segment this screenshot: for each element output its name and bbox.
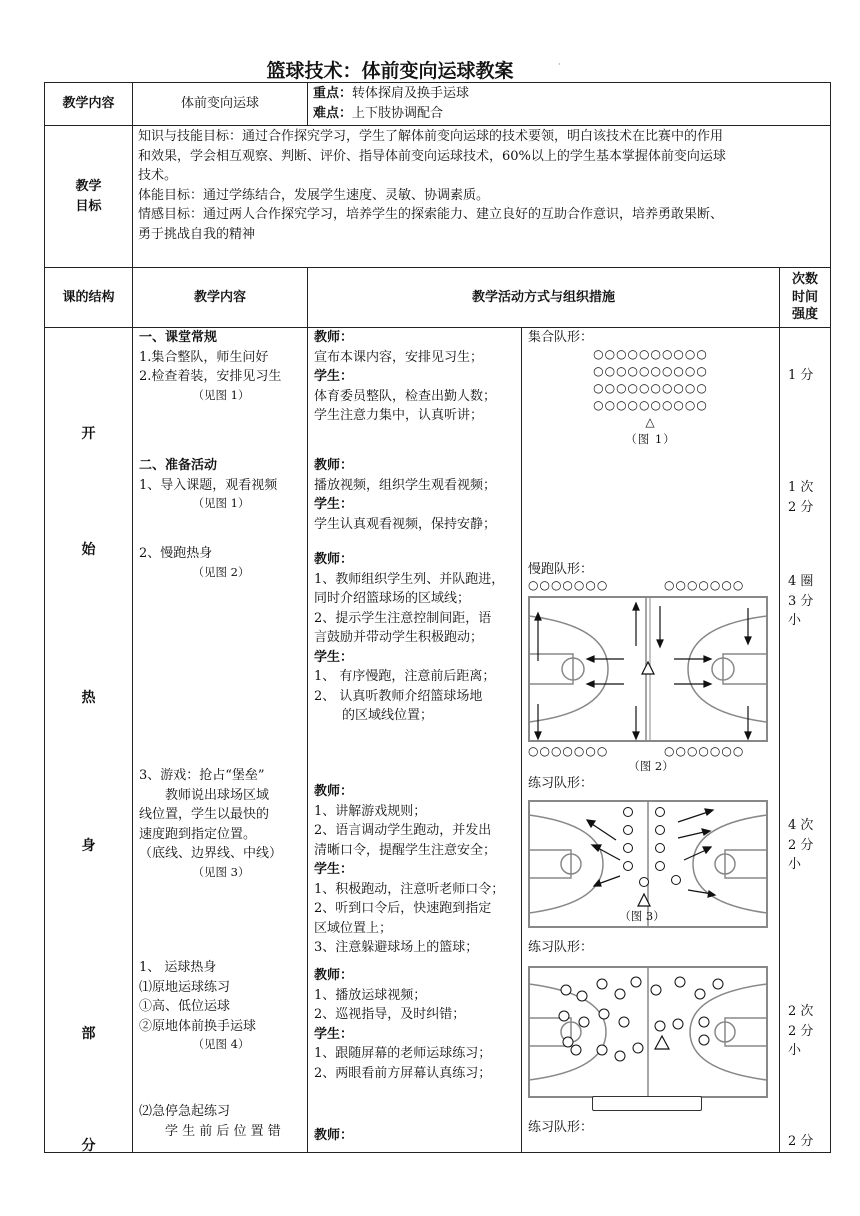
activity-line: 清晰口令，提醒学生注意安全； — [314, 842, 497, 858]
header-structure: 课的结构 — [45, 268, 133, 328]
formation-row: ○○○○○○○○○○ — [593, 364, 708, 378]
figure-ref: （见图 3） — [192, 864, 250, 879]
intensity-value — [788, 478, 826, 517]
goals-text — [133, 126, 831, 268]
activity-line: 2、提示学生注意控制间距，语 — [314, 610, 492, 626]
content-line: ⑵急停急起练习 — [139, 1104, 231, 1119]
figure-ref: （见图 1） — [192, 387, 250, 402]
formation-row: ○○○○○○○○○○ — [593, 398, 708, 412]
content-line: 2、慢跑热身 — [139, 546, 213, 561]
role-label: 教师： — [314, 330, 354, 345]
fig2-label: 慢跑队形： — [528, 562, 594, 577]
content-line: 1、导入课题，观看视频 — [139, 477, 278, 493]
activity-line: 2、语言调动学生跑动，并发出 — [314, 823, 492, 838]
court-diagram-4 — [528, 966, 768, 1098]
intensity-line: 2 分 — [788, 499, 814, 515]
fig2-caption: （图 2） — [628, 759, 674, 773]
activity-line: 体育委员整队，检查出勤人数； — [314, 388, 497, 404]
difficult-label: 难点： — [313, 105, 353, 121]
fig5-label: 练习队形： — [528, 1120, 594, 1135]
row-content — [45, 83, 831, 126]
activity-line: 区域位置上； — [314, 920, 393, 936]
content-line: ⑴原地运球练习 — [139, 979, 231, 995]
activity-line: 2、巡视指导，及时纠错； — [314, 1007, 466, 1022]
row-body — [45, 328, 831, 1153]
section-title: 二、准备活动 — [139, 458, 218, 473]
activity-column — [308, 328, 522, 1153]
intensity-value — [788, 816, 826, 875]
formation-row: ○○○○○○○○○○ — [593, 381, 708, 395]
stage-char: 始 — [81, 542, 96, 558]
activity-line: 学生认真观看视频，保持安静； — [314, 516, 497, 532]
fig2-row-right-bottom: ○○○○○○○ — [664, 744, 745, 758]
fig4-label: 练习队形： — [528, 940, 594, 955]
goal-line: 勇于挑战自我的精神 — [138, 226, 256, 242]
activity-block — [314, 456, 517, 534]
role-label: 教师： — [314, 552, 354, 567]
header-intensity-3: 强度 — [792, 307, 819, 323]
intensity-line: 1 次 — [788, 480, 814, 495]
role-label: 学生： — [314, 862, 354, 877]
role-label: 教师： — [314, 458, 354, 473]
content-line: 2.检查着装，安排见习生 — [139, 369, 282, 384]
content-column — [133, 328, 308, 1153]
label-content: 教学内容 — [45, 83, 133, 126]
role-label: 学生： — [314, 369, 354, 384]
content-value: 体前变向运球 — [133, 83, 308, 126]
header-content: 教学内容 — [133, 268, 308, 328]
intensity-value: 2 分 — [788, 1134, 814, 1149]
activity-line: 宣布本课内容，安排见习生； — [314, 349, 484, 365]
intensity-column — [780, 328, 831, 1153]
role-label: 学生： — [314, 1026, 354, 1042]
fig2-row-left-bottom: ○○○○○○○ — [528, 744, 609, 758]
fig1-caption: （图 1） — [625, 432, 676, 446]
stage-char: 开 — [81, 426, 96, 442]
intensity-line: 2 分 — [788, 1023, 814, 1039]
content-line: （底线、边界线、中线） — [139, 846, 283, 861]
row-header — [45, 268, 831, 328]
goal-line: 技术。 — [138, 168, 178, 183]
section-title: 一、课堂常规 — [139, 330, 218, 345]
goal-line: 和效果，学会相互观察、判断、评价、指导体前变向运球技术，60%以上的学生基本掌握体前变向运球 — [138, 148, 726, 164]
activity-block — [314, 782, 517, 958]
activity-line: 1、教师组织学生列、并队跑进， — [314, 571, 505, 587]
activity-line: 2、两眼看前方屏幕认真练习； — [314, 1065, 492, 1081]
teacher-triangle-icon: △ — [645, 415, 656, 429]
header-intensity-1: 次数 — [792, 272, 819, 288]
activity-line: 学生注意力集中，认真听讲； — [314, 408, 484, 423]
content-line: 速度跑到指定位置。 — [139, 826, 257, 842]
header-intensity-2: 时间 — [792, 289, 819, 305]
activity-line: 1、跟随屏幕的老师运球练习； — [314, 1046, 492, 1061]
goal-line: 体能目标：通过学练结合，发展学生速度、灵敏、协调素质。 — [138, 187, 490, 203]
activity-line: 同时介绍篮球场的区域线； — [314, 591, 471, 606]
fig2-row-right: ○○○○○○○ — [664, 578, 745, 592]
key-label: 重点： — [313, 86, 353, 101]
formation-row: ○○○○○○○○○○ — [593, 347, 708, 361]
key-difficult-cell — [308, 83, 831, 126]
label-goals-2: 目标 — [75, 198, 102, 214]
intensity-line: 4 圈 — [788, 574, 814, 589]
screen-box — [592, 1096, 702, 1111]
activity-block — [314, 550, 517, 726]
figure-ref: （见图 2） — [192, 564, 250, 579]
stage-column — [45, 328, 133, 1153]
content-line: 教师说出球场区域 — [165, 787, 270, 803]
role-label: 教师： — [314, 1128, 354, 1143]
intensity-value — [788, 1002, 826, 1061]
label-goals — [45, 126, 133, 268]
row-goals — [45, 126, 831, 268]
key-text: 转体探肩及换手运球 — [352, 86, 470, 101]
intensity-line: 小 — [788, 857, 802, 872]
activity-line: 播放视频，组织学生观看视频； — [314, 477, 497, 493]
intensity-line: 2 分 — [788, 837, 814, 853]
content-line: 3、游戏：抢占“堡垒” — [139, 768, 265, 783]
intensity-line: 小 — [788, 613, 802, 628]
stage-char: 热 — [81, 690, 96, 706]
court-diagram-2 — [528, 596, 768, 742]
activity-line: 1、 有序慢跑，注意前后距离； — [314, 669, 496, 684]
content-line: ②原地体前换手运球 — [139, 1018, 257, 1034]
fig1-label: 集合队形： — [528, 330, 594, 345]
activity-line: 1、播放运球视频； — [314, 987, 427, 1003]
fig1-formation — [522, 346, 779, 448]
figure-ref: （见图 1） — [192, 496, 250, 510]
activity-line: 言鼓励并带动学生积极跑动； — [314, 630, 484, 645]
activity-line: 2、听到口令后，快速跑到指定 — [314, 901, 492, 916]
label-goals-1: 教学 — [75, 179, 102, 194]
role-label: 教师： — [314, 968, 354, 983]
role-label: 学生： — [314, 497, 354, 512]
role-label: 教师： — [314, 784, 354, 799]
fig2-row-left: ○○○○○○○ — [528, 578, 609, 592]
lesson-plan-table — [44, 82, 831, 1153]
activity-block — [314, 966, 517, 1083]
activity-line: 1、积极跑动，注意听老师口令； — [314, 881, 505, 897]
intensity-value: 1 分 — [788, 368, 814, 383]
content-line: 学 生 前 后 位 置 错 — [165, 1123, 281, 1139]
activity-line: 1、讲解游戏规则； — [314, 803, 427, 819]
activity-line: 3、注意躲避球场上的篮球； — [314, 940, 479, 955]
role-label: 学生： — [314, 649, 354, 665]
activity-block — [314, 1126, 517, 1146]
header-activity: 教学活动方式与组织措施 — [308, 268, 780, 328]
stage-char: 身 — [81, 838, 96, 854]
intensity-line: 2 次 — [788, 1004, 814, 1019]
content-line: 1.集合整队，师生问好 — [139, 349, 269, 365]
fig3-caption: （图 3） — [619, 909, 665, 923]
intensity-line: 3 分 — [788, 593, 814, 609]
content-line: ①高、低位运球 — [139, 999, 231, 1014]
intensity-line: 小 — [788, 1043, 802, 1058]
header-intensity — [780, 268, 831, 328]
goal-line: 情感目标：通过两人合作探究学习，培养学生的探索能力、建立良好的互助合作意识，培养勇敢果断、 — [138, 207, 724, 222]
content-line: 线位置，学生以最快的 — [139, 807, 270, 822]
stage-char: 分 — [81, 1138, 96, 1154]
goal-line: 知识与技能目标：通过合作探究学习，学生了解体前变向运球的技术要领，明白该技术在比赛中的作用 — [138, 129, 724, 144]
content-line: 1、 运球热身 — [139, 960, 217, 975]
figures-column — [522, 328, 780, 1153]
fig3-label: 练习队形： — [528, 776, 594, 791]
activity-line: 2、 认真听教师介绍篮球场地 — [314, 688, 483, 704]
figure-ref: （见图 4） — [192, 1037, 250, 1051]
difficult-text: 上下肢协调配合 — [352, 105, 444, 121]
stage-char: 部 — [81, 1026, 96, 1042]
intensity-line: 4 次 — [788, 818, 814, 833]
stray-mark: · — [558, 60, 561, 69]
activity-block — [314, 328, 517, 426]
page-title: 篮球技术：体前变向运球教案 — [266, 60, 514, 82]
activity-line: 的区域线位置； — [342, 708, 434, 723]
intensity-value — [788, 572, 826, 631]
